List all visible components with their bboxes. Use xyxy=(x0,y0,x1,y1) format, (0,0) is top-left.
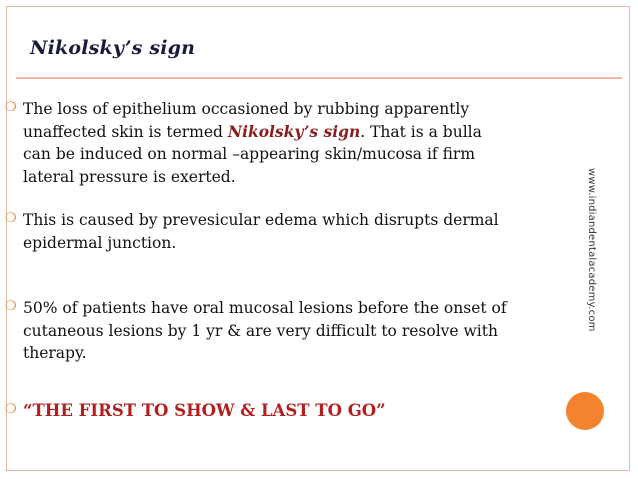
bullet-text xyxy=(23,297,631,365)
quote-line: “THE FIRST TO SHOW & LAST TO GO” xyxy=(23,401,386,420)
text-line: The loss of epithelium occasioned by rubbing apparently xyxy=(23,100,470,118)
nikolsky-emphasis: Nikolsky’s sign xyxy=(227,121,361,141)
slide-title: Nikolsky’s sign xyxy=(30,37,196,59)
decorative-orange-circle xyxy=(566,392,604,430)
bullet-icon: ❍ xyxy=(5,100,17,115)
text-line: This is caused by prevesicular edema which disrupts dermal xyxy=(23,211,499,229)
watermark-url: www.indiandentalacademy.com xyxy=(586,168,597,332)
text-line: epidermal junction. xyxy=(23,233,177,252)
text-line: 50% of patients have oral mucosal lesions before the onset of xyxy=(23,299,507,317)
text-line: can be induced on normal –appearing skin/mucosa if firm xyxy=(23,145,476,163)
bullet-icon: ❍ xyxy=(5,299,17,314)
text-line: lateral pressure is exerted. xyxy=(23,167,236,186)
text-line: therapy. xyxy=(23,344,87,362)
bullet-icon: ❍ xyxy=(5,211,17,226)
text-line xyxy=(23,121,631,144)
text-fragment: unaffected skin is termed xyxy=(23,122,228,141)
text-line: cutaneous lesions by 1 yr & are very difficult to resolve with xyxy=(23,321,498,340)
bullet-icon: ❍ xyxy=(5,402,17,417)
bullet-text xyxy=(23,400,631,423)
bullet-text xyxy=(23,98,631,188)
bullet-text xyxy=(23,209,631,254)
text-fragment: . That is a bulla xyxy=(360,122,482,141)
